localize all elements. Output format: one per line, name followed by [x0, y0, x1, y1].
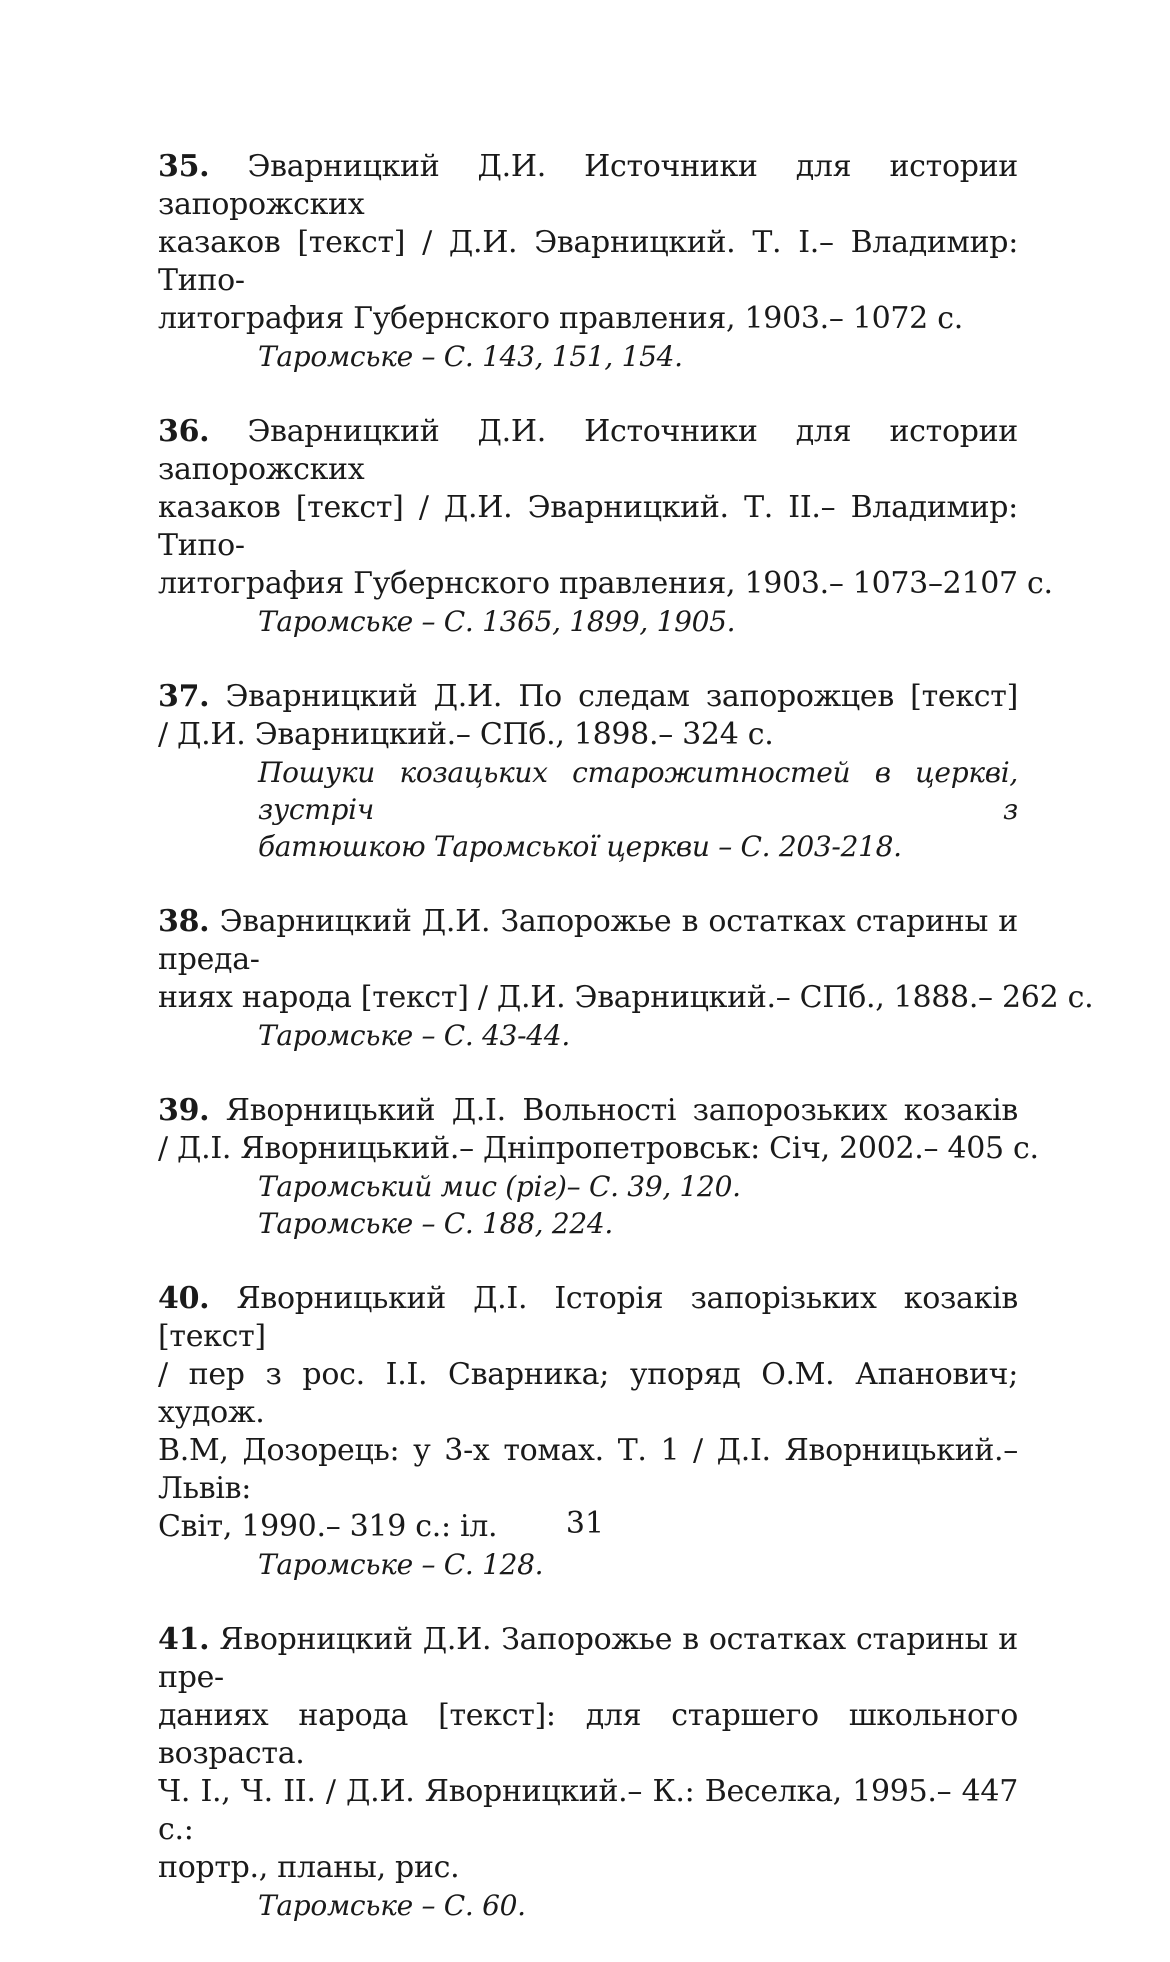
bibliography-list — [158, 148, 1094, 1962]
entry-line: 36. Эварницкий Д.И. Источники для истории запорожских — [158, 414, 1018, 487]
entry-line: казаков [текст] / Д.И. Эварницкий. Т. II.– Владимир: Типо- — [158, 490, 1018, 563]
entry-number: 35. — [158, 149, 210, 184]
entry-line: 41. Яворницкий Д.И. Запорожье в остатках старины и пре- — [158, 1622, 1018, 1695]
bibliography-entry-41 — [158, 1621, 1018, 1924]
bibliography-entry-36 — [158, 413, 1053, 640]
entry-number: 37. — [158, 679, 210, 714]
entry-note: Таромське – С. 128. — [258, 1548, 544, 1581]
page-number: 31 — [565, 1506, 605, 1541]
entry-note: Таромське – С. 188, 224. — [258, 1207, 613, 1240]
bibliography-entry-35 — [158, 148, 1018, 375]
entry-line: 35. Эварницкий Д.И. Источники для истории запорожских — [158, 149, 1018, 222]
entry-line: 38. Эварницкий Д.И. Запорожье в остатках старины и преда- — [158, 904, 1018, 977]
entry-note: Таромський мис (ріг)– С. 39, 120. — [258, 1170, 741, 1203]
entry-line: В.М, Дозорець: у 3-х томах. Т. 1 / Д.І. Яворницький.– Львів: — [158, 1433, 1018, 1506]
entry-line: даниях народа [текст]: для старшего школьного возраста. — [158, 1698, 1018, 1771]
entry-note: Таромське – С. 1365, 1899, 1905. — [258, 605, 736, 638]
entry-line: ниях народа [текст] / Д.И. Эварницкий.– СПб., 1888.– 262 с. — [158, 980, 1094, 1015]
entry-line: 37. Эварницкий Д.И. По следам запорожцев [текст] — [158, 679, 1018, 714]
entry-line: Ч. I., Ч. II. / Д.И. Яворницкий.– К.: Веселка, 1995.– 447 с.: — [158, 1774, 1018, 1847]
entry-line: / пер з рос. І.І. Сварника; упоряд О.М. Апанович; худож. — [158, 1357, 1018, 1430]
entry-number: 40. — [158, 1281, 210, 1316]
entry-number: 38. — [158, 904, 210, 939]
entry-line: / Д.И. Эварницкий.– СПб., 1898.– 324 с. — [158, 717, 774, 752]
entry-line: литография Губернского правления, 1903.– 1072 с. — [158, 301, 963, 336]
entry-note: батюшкою Таромської церкви – С. 203-218. — [258, 830, 902, 863]
entry-line: 39. Яворницький Д.І. Вольності запорозьких козаків — [158, 1093, 1018, 1128]
entry-line: портр., планы, рис. — [158, 1850, 460, 1885]
bibliography-entry-39 — [158, 1092, 1039, 1242]
entry-note: Таромське – С. 60. — [258, 1889, 526, 1922]
entry-number: 36. — [158, 414, 210, 449]
entry-line: литография Губернского правления, 1903.– 1073–2107 с. — [158, 566, 1053, 601]
entry-line: / Д.І. Яворницький.– Дніпропетровськ: Січ, 2002.– 405 с. — [158, 1131, 1039, 1166]
entry-note: Пошуки козацьких старожитностей в церкві, зустріч з — [258, 756, 1018, 826]
bibliography-entry-37 — [158, 678, 1018, 865]
entry-line: 40. Яворницький Д.І. Історія запорізьких козаків [текст] — [158, 1281, 1018, 1354]
entry-line: Світ, 1990.– 319 с.: іл. — [158, 1509, 498, 1544]
entry-number: 39. — [158, 1093, 210, 1128]
bibliography-entry-38 — [158, 903, 1094, 1054]
entry-note: Таромське – С. 143, 151, 154. — [258, 340, 683, 373]
entry-note: Таромське – С. 43-44. — [258, 1019, 570, 1052]
entry-number: 41. — [158, 1622, 210, 1657]
entry-line: казаков [текст] / Д.И. Эварницкий. Т. I.– Владимир: Типо- — [158, 225, 1018, 298]
